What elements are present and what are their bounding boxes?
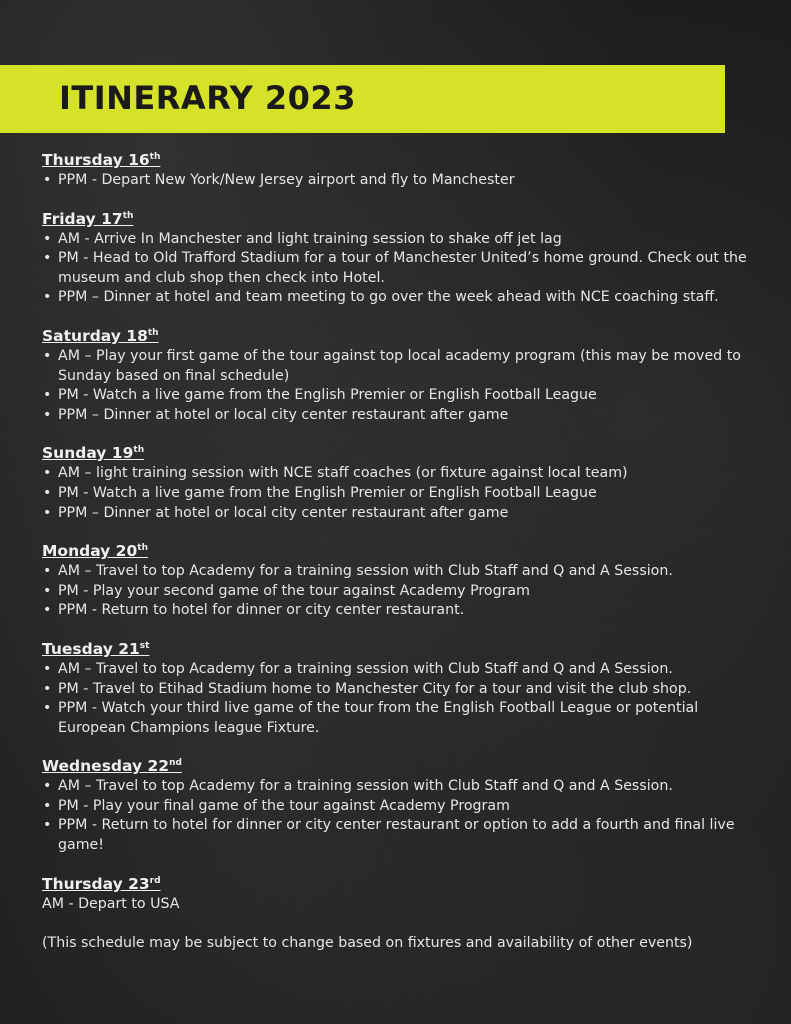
day-section-thursday-16 bbox=[42, 150, 762, 191]
day-heading-text: Wednesday 22 bbox=[42, 757, 170, 776]
day-heading-text: Thursday 16 bbox=[42, 151, 150, 169]
day-section-wednesday-22 bbox=[42, 756, 762, 855]
schedule-note: (This schedule may be subject to change based on fixtures and availability of other events) bbox=[42, 935, 693, 952]
list-item: • PM - Watch a live game from the English Premier or English Football League bbox=[42, 386, 762, 406]
day-heading-suffix: th bbox=[133, 445, 145, 456]
day-items bbox=[42, 230, 762, 308]
day-heading bbox=[42, 756, 762, 776]
day-heading-suffix: th bbox=[149, 151, 161, 162]
day-heading bbox=[42, 326, 762, 346]
day-heading-text: Thursday 23 bbox=[42, 874, 150, 893]
list-item: • AM – Travel to top Academy for a training session with Club Staff and Q and A Session. bbox=[42, 660, 762, 680]
list-item: • AM – Play your first game of the tour against top local academy program (this may be moved to Sunday based on final schedule) bbox=[42, 347, 762, 386]
day-section-monday-20 bbox=[42, 541, 762, 621]
list-item: • PM - Play your second game of the tour against Academy Program bbox=[42, 582, 762, 602]
page-title: ITINERARY 2023 bbox=[59, 79, 356, 117]
day-items bbox=[42, 171, 762, 191]
title-banner bbox=[0, 65, 725, 133]
day-heading-suffix: rd bbox=[149, 875, 161, 886]
departure-text: AM - Depart to USA bbox=[42, 895, 180, 912]
list-item: • PPM - Depart New York/New Jersey airport and fly to Manchester bbox=[42, 171, 762, 191]
day-items bbox=[42, 464, 762, 523]
day-items bbox=[42, 777, 762, 855]
day-heading-suffix: th bbox=[137, 542, 148, 553]
day-items bbox=[42, 562, 762, 621]
itinerary-content bbox=[42, 150, 762, 954]
day-heading-suffix: th bbox=[122, 210, 134, 221]
list-item: • AM – Travel to top Academy for a training session with Club Staff and Q and A Session. bbox=[42, 562, 762, 582]
day-heading-suffix: th bbox=[147, 327, 159, 338]
list-item: • PPM – Dinner at hotel or local city center restaurant after game bbox=[42, 406, 762, 426]
day-heading-suffix: nd bbox=[169, 758, 182, 769]
list-item: • PM - Watch a live game from the English Premier or English Football League bbox=[42, 484, 762, 504]
day-heading bbox=[42, 443, 762, 463]
day-section-thursday-23 bbox=[42, 874, 762, 915]
list-item: • PM - Head to Old Trafford Stadium for a tour of Manchester United’s home ground. Check out the museum and club shop then check into Hotel. bbox=[42, 249, 762, 288]
list-item: • PPM – Dinner at hotel or local city center restaurant after game bbox=[42, 504, 762, 524]
list-item: • AM - Arrive In Manchester and light training session to shake off jet lag bbox=[42, 230, 762, 250]
day-heading-text: Sunday 19 bbox=[42, 444, 134, 463]
day-section-friday-17 bbox=[42, 209, 762, 308]
list-item: • PPM - Return to hotel for dinner or city center restaurant. bbox=[42, 601, 762, 621]
day-heading-suffix: st bbox=[139, 640, 150, 651]
list-item: • AM – light training session with NCE staff coaches (or fixture against local team) bbox=[42, 464, 762, 484]
day-heading bbox=[42, 541, 762, 561]
day-heading bbox=[42, 874, 762, 894]
day-section-sunday-19 bbox=[42, 443, 762, 523]
list-item: • PM - Travel to Etihad Stadium home to Manchester City for a tour and visit the club shop. bbox=[42, 680, 762, 700]
day-section-tuesday-21 bbox=[42, 639, 762, 738]
list-item: • PPM – Dinner at hotel and team meeting to go over the week ahead with NCE coaching staff. bbox=[42, 288, 762, 308]
day-heading-text: Monday 20 bbox=[42, 542, 138, 561]
day-heading-text: Tuesday 21 bbox=[42, 639, 140, 658]
list-item: • AM – Travel to top Academy for a training session with Club Staff and Q and A Session. bbox=[42, 777, 762, 797]
day-heading-text: Friday 17 bbox=[42, 209, 123, 228]
day-heading bbox=[42, 209, 762, 229]
list-item: • PPM - Return to hotel for dinner or city center restaurant or option to add a fourth and final live game! bbox=[42, 816, 762, 855]
day-heading-text: Saturday 18 bbox=[42, 326, 148, 345]
day-heading bbox=[42, 150, 762, 170]
day-items bbox=[42, 347, 762, 425]
list-item: • PM - Play your final game of the tour against Academy Program bbox=[42, 797, 762, 817]
day-section-saturday-18 bbox=[42, 326, 762, 425]
day-heading bbox=[42, 639, 762, 659]
list-item: • PPM - Watch your third live game of the tour from the English Football League or potential European Champions league Fixture. bbox=[42, 699, 762, 738]
day-items bbox=[42, 660, 762, 738]
